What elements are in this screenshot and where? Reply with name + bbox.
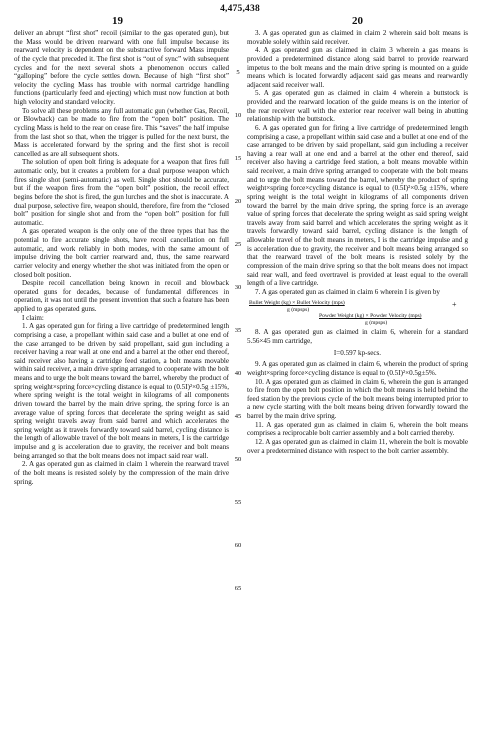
- line-number: 20: [234, 198, 242, 205]
- claim: 4. A gas operated gun as claimed in claim 3 wherein a gas means is provided a predetermined distance along said barrel to provide rearward impetus to the bolt means and the main drive spring is mounted on a guide means which is located forwardly adjacent said gas means and rearwardly adjacent said receiver wall.: [247, 46, 468, 89]
- paragraph: deliver an abrupt “first shot” recoil (similar to the gas operated gun), but the Mass would be driven rearward with one full impulse because its rearward velocity is dependent on the substractive forward Mass impulse of the cycle that preceded it. The first shot is “out of sync” with subsequent cycles and for the next several shots a phenomenon occurs called “galloping” before the cycle settles down. Because of high “first shot” velocity the cycling Mass has trouble with normal cartridge handling functions (particularly feed and ejecting) which must now function at both high velocity and standard velocity.: [14, 29, 229, 106]
- impulse-formula: [247, 299, 468, 326]
- claim: 2. A gas operated gun as claimed in claim 1 wherein the rearward travel of the bolt means is resisted solely by the compression of the main drive spring.: [14, 460, 229, 486]
- formula-term1-denominator: g (mpsps): [287, 307, 310, 314]
- paragraph: Despite recoil cancellation being known in recoil and blowback operated guns for decades, because of fundamental differences in operation, it was not until the present invention that such a feature has been applied to gas operated guns.: [14, 279, 229, 313]
- claim: 7. A gas operated gun as claimed in claim 6 wherein I is given by: [255, 287, 440, 296]
- formula-term2-denominator: g (mpsps): [365, 320, 388, 327]
- formula-plus: +: [452, 300, 457, 310]
- claims-heading: I claim:: [22, 313, 44, 322]
- patent-number: 4,475,438: [220, 4, 260, 14]
- paragraph: The solution of open bolt firing is adequate for a weapon that fires full automatic only, but it creates a problem for a dual purpose weapon which fires single shot (semi-automatic) as well. Single shot should be accurate, but if the weapon fires from the “open bolt” position, the recoil effect begins before the shot is fired, the gun lurches and the shot is inaccurate. A dual purpose, selective fire, weapon should, therefore, fire from the “closed bolt” position for single shot and from the “open bolt” position for full automatic.: [14, 158, 229, 227]
- paragraph: A gas operated weapon is the only one of the three types that has the potential to fire accurate single shots, have recoil cancellation on full automatic, and work reliably in both modes, with the same amount of impulse driving the bolt carrier rearward and, thus, the same rearward carrier velocity and energy whether the shot was initiated from the open or closed bolt position.: [14, 227, 229, 279]
- line-number: 30: [234, 284, 242, 291]
- paragraph: To solve all these problems any full automatic gun (whether Gas, Recoil, or Blowback) can be made to fire from the “open bolt” position. The cycling Mass is held to the rear on cease fire. This “saves” the half impulse from the last shot so that, when the trigger is pulled for the next burst, the Mass is accelerated forward by the spring and the first shot is recoil cancelled as are all subsequent shots.: [14, 106, 229, 158]
- claim: 9. A gas operated gun as claimed in claim 6, wherein the product of spring weight×spring force×cycling distance is equal to (0.5I)²×0.5g±5%.: [247, 360, 468, 377]
- left-column-number: 19: [112, 15, 123, 27]
- left-column: [14, 29, 229, 486]
- line-number: 15: [234, 155, 242, 162]
- impulse-equation: I=0.597 kp-secs.: [333, 348, 382, 357]
- line-number: 50: [234, 456, 242, 463]
- claim: 11. A gas operated gun as claimed in claim 6, wherein the bolt means comprises a reciprocable bolt carrier assembly and a bolt carried thereby.: [247, 420, 468, 438]
- formula-term2-numerator: Powder Weight (kg) × Powder Velocity (mps): [319, 313, 422, 320]
- line-number: 25: [234, 241, 242, 248]
- claim: 3. A gas operated gun as claimed in claim 2 wherein said bolt means is movable solely within said receiver.: [247, 29, 468, 46]
- line-number: 10: [234, 112, 242, 119]
- line-number: 65: [234, 585, 242, 592]
- claim: 12. A gas operated gun as claimed in claim 11, wherein the bolt is movable over a predetermined distance with respect to the bolt carrier assembly.: [247, 437, 468, 455]
- formula-term1-numerator: Bullet Weight (kg) × Bullet Velocity (mps): [249, 300, 345, 307]
- claim: 6. A gas operated gun for firing a live cartridge of predetermined length comprising a case, a propellant within said case and a bullet at one end of the case arranged to be driven by said propellant, said gun including a receiver having a rear wall at one end and a barrel at the other end thereof, said receiver also having a cartridge feed station, a bolt means movable within said receiver, a main drive spring arranged to cooperate with the bolt means and to urge the bolt means toward the barrel, whereby the product of spring weight×spring force×cycling distance is equal to (0.5I)²×0.5g ±15%, where spring weight is the total weight in kilograms of all components driven toward the barrel by the main drive spring, the spring force is an average value of spring forces that decelerate the spring weight as said spring weight travels away from said barrel and which accelerates the spring weight as it travels forwardly toward said barrel, cycling distance is the length of allowable travel of the bolt means in meters, I is the cartridge impulse and g is acceleration due to gravity, the receiver and bolt means being arranged so that the rearward travel of the bolt means is resisted solely by the compression of the main drive spring so that the bolt means does not impact said rear wall, and feed overtravel is provided at least equal to the overall length of a live cartridge.: [247, 123, 468, 288]
- line-number: 55: [234, 499, 242, 506]
- claim: 1. A gas operated gun for firing a live cartridge of predetermined length comprising a case, a propellant within said case and a bullet at one end of the case arranged to be driven by said propellant, said gun including a receiver having a rear wall at one end and a barrel at the other end thereof, said receiver also having a cartridge feed station, a bolt means movable within said receiver, a main drive spring arranged to cooperate with the bolt means and to urge the bolt means toward the barrel, whereby the product of spring weight×spring force×cycling distance is equal to (0.5I)²×0.5g ±15%, where spring weight is the total weight in kilograms of all components driven toward the barrel by the main drive spring, the spring force is an average value of spring forces that decelerate the spring weight as said spring weight travels away from said barrel and which accelerates the spring weight as it travels forwardly toward said barrel, cycling distance is the length of allowable travel of the bolt means in meters, I is the cartridge impulse and g is acceleration due to gravity, the receiver and bolt means being arranged so that the bolt means does not impact said rear wall.: [14, 322, 230, 460]
- right-column-number: 20: [352, 15, 363, 27]
- claim: 10. A gas operated gun as claimed in claim 6, wherein the gun is arranged to fire from the open bolt position in which the bolt means is held behind the feed station by the previous cycle of the bolt means being interrupted prior to a new cycle starting with the bolt means being driven forwardly toward the barrel by the main drive spring.: [247, 377, 468, 420]
- line-number: 60: [234, 542, 242, 549]
- line-number: 5: [236, 69, 240, 76]
- claim: 8. A gas operated gun as claimed in claim 6, wherein for a standard 5.56×45 mm cartridge,: [247, 328, 468, 345]
- line-number: 40: [234, 370, 242, 377]
- right-column: [247, 29, 468, 455]
- line-number: 45: [234, 413, 242, 420]
- line-number: 35: [234, 327, 242, 334]
- claim: 5. A gas operated gun as claimed in claim 4 wherein a buttstock is provided and the rearward location of the guide means is on the interior of the rear receiver wall with the exterior rear receiver wall being in abutting relationship with the buttstock.: [247, 89, 468, 124]
